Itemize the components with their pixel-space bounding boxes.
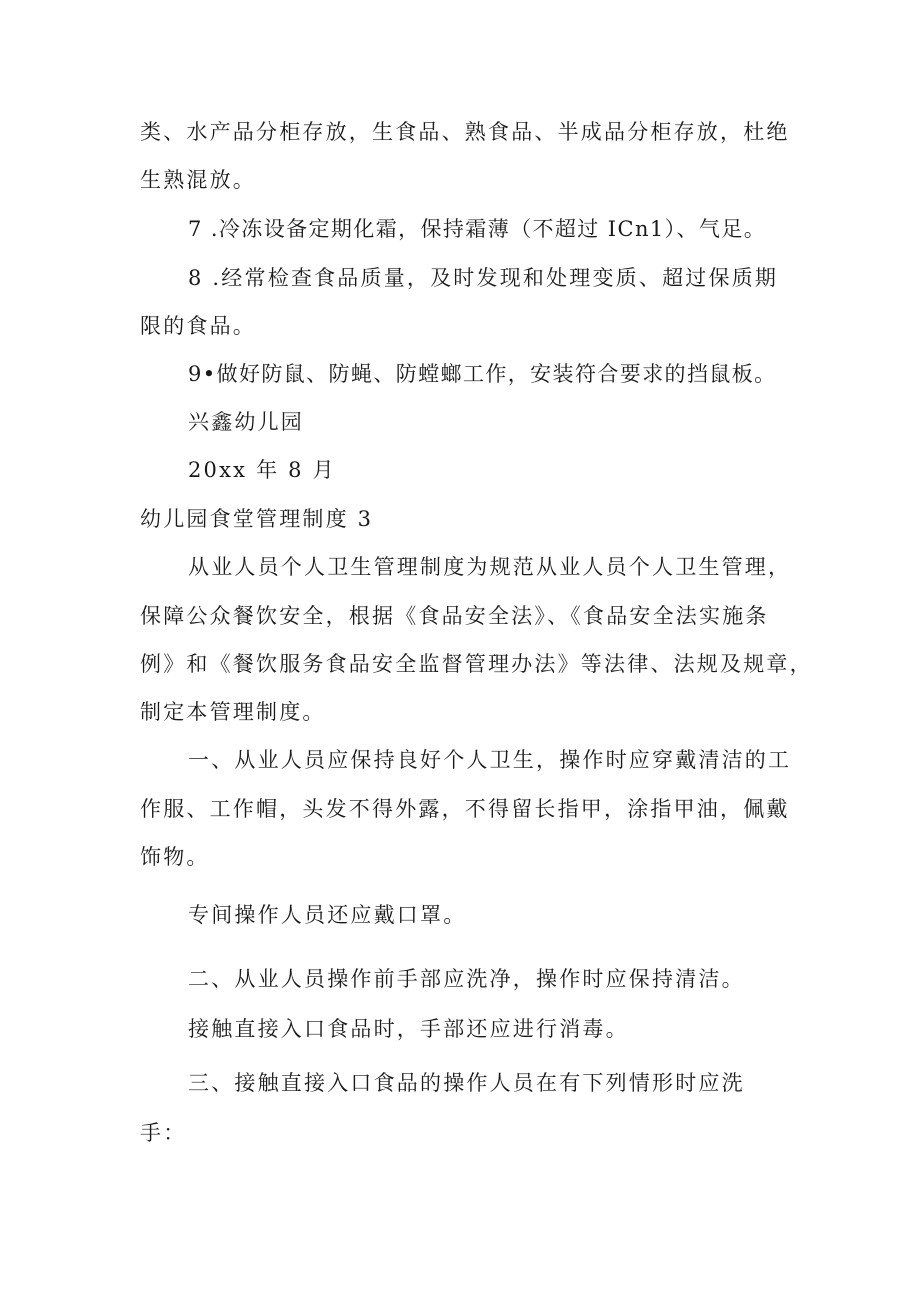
section-heading: 幼儿园食堂管理制度 3 [140,507,374,531]
text-line: 专间操作人员还应戴口罩。 [188,903,467,927]
text-line: 二、从业人员操作前手部应洗净，操作时应保持清洁。 [188,967,745,991]
text-line: 保障公众餐饮安全，根据《食品安全法》、《食品安全法实施条 [140,604,769,628]
text-line: 三、接触直接入口食品的操作人员在有下列情形时应洗 [188,1071,745,1095]
text-line: 从业人员个人卫生管理制度为规范从业人员个人卫生管理， [188,555,792,579]
signature-date: 20xx 年 8 月 [188,458,336,482]
text-line: 接触直接入口食品时，手部还应进行消毒。 [188,1017,629,1041]
text-line: 8 .经常检查食品质量，及时发现和处理变质、超过保质期 [188,266,779,290]
text-line: 一、从业人员应保持良好个人卫生，操作时应穿戴清洁的工 [188,748,792,772]
text-line: 饰物。 [140,845,210,869]
text-line: 制定本管理制度。 [140,700,326,724]
text-line: 例》和《餐饮服务食品安全监督管理办法》等法律、法规及规章， [140,652,813,676]
text-line: 生熟混放。 [140,168,256,192]
text-line: 9•做好防鼠、防蝇、防螳螂工作，安装符合要求的挡鼠板。 [188,362,777,386]
text-line: 手： [140,1121,187,1145]
text-line: 类、水产品分柜存放，生食品、熟食品、半成品分柜存放，杜绝 [140,120,790,144]
text-line: 7 .冷冻设备定期化霜，保持霜薄（不超过 ICn1）、气足。 [188,217,767,241]
text-line: 限的食品。 [140,314,256,338]
signature-organization: 兴鑫幼儿园 [188,410,304,434]
text-line: 作服、工作帽，头发不得外露，不得留长指甲，涂指甲油，佩戴 [140,797,790,821]
